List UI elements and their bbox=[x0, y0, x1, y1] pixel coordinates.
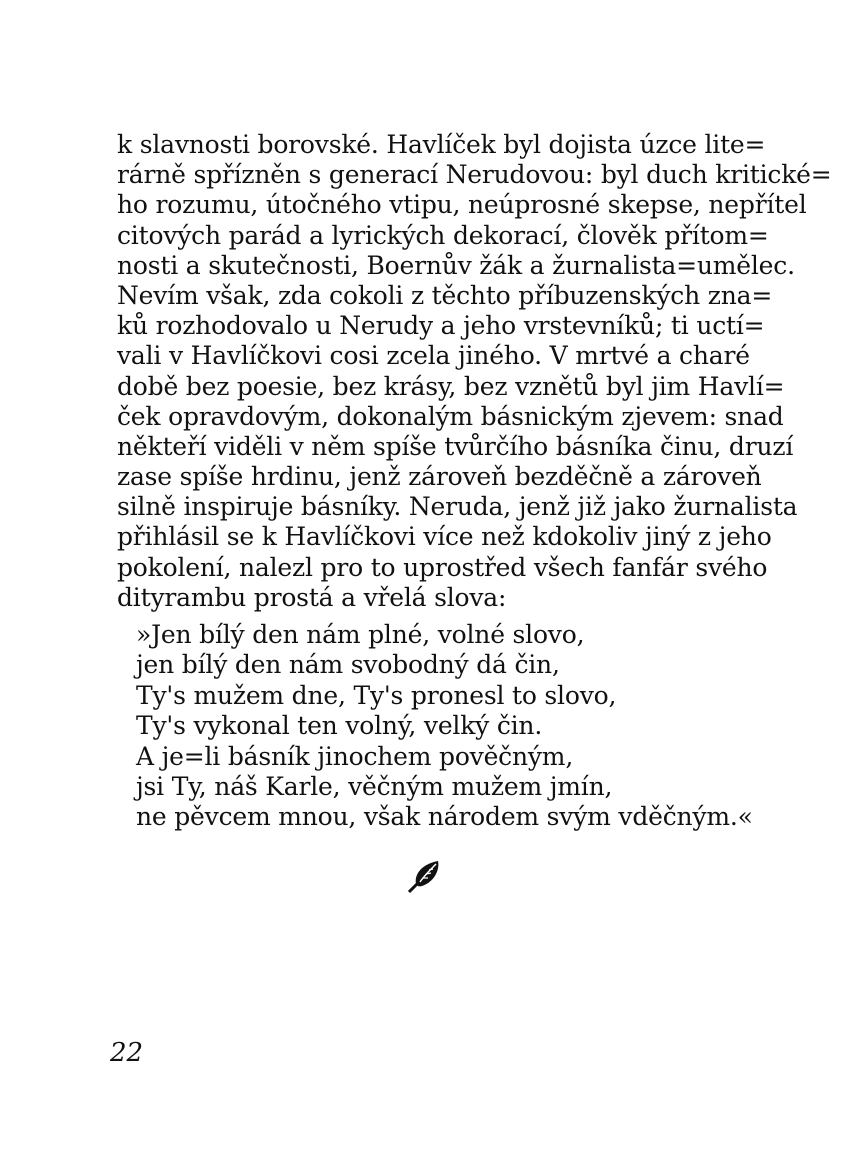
poem-line: jsi Ty, náš Karle, věčným mužem jmín, bbox=[136, 771, 613, 801]
poem-line: Ty's mužem dne, Ty's pronesl to slovo, bbox=[136, 680, 617, 710]
body-paragraph bbox=[117, 130, 832, 613]
paragraph-line: rárně spřízněn s generací Nerudovou: byl duch kritické= bbox=[117, 160, 832, 190]
paragraph-line: době bez poesie, bez krásy, bez vznětů byl jim Havlí= bbox=[117, 371, 785, 401]
poem-line: ne pěvcem mnou, však národem svým vděčným.« bbox=[136, 802, 753, 832]
poem-line: »Jen bílý den nám plné, volné slovo, bbox=[136, 620, 585, 649]
paragraph-line: dityrambu prostá a vřelá slova: bbox=[117, 582, 507, 612]
paragraph-line: zase spíše hrdinu, jenž zároveň bezděčně a zároveň bbox=[117, 462, 762, 492]
paragraph-line: vali v Havlíčkovi cosi zcela jiného. V mrtvé a charé bbox=[117, 341, 750, 371]
poem-line: A je=li básník jinochem pověčným, bbox=[136, 741, 574, 771]
paragraph-line: přihlásil se k Havlíčkovi více než kdokoliv jiný z jeho bbox=[117, 522, 772, 552]
paragraph-line: ček opravdovým, dokonalým básnickým zjevem: snad bbox=[117, 401, 784, 431]
paragraph-line: Nevím však, zda cokoli z těchto příbuzenských zna= bbox=[117, 280, 773, 310]
poem-line: Ty's vykonal ten volný, velký čin. bbox=[136, 711, 543, 741]
fleuron-leaf-icon bbox=[406, 856, 446, 896]
page-number: 22 bbox=[110, 1038, 144, 1068]
paragraph-line: nosti a skutečnosti, Boernův žák a žurnalista=umělec. bbox=[117, 250, 795, 280]
paragraph-line: ků rozhodovalo u Nerudy a jeho vrstevníků; ti uctí= bbox=[117, 311, 765, 341]
poem-quote bbox=[136, 620, 753, 833]
paragraph-line: k slavnosti borovské. Havlíček byl dojista úzce lite= bbox=[117, 130, 766, 159]
poem-line: jen bílý den nám svobodný dá čin, bbox=[136, 650, 560, 680]
paragraph-line: silně inspiruje básníky. Neruda, jenž již jako žurnalista bbox=[117, 492, 798, 522]
paragraph-line: pokolení, nalezl pro to uprostřed všech fanfár svého bbox=[117, 552, 768, 582]
paragraph-line: citových parád a lyrických dekorací, člověk přítom= bbox=[117, 220, 769, 250]
paragraph-line: někteří viděli v něm spíše tvůrčího básníka činu, druzí bbox=[117, 431, 794, 461]
paragraph-line: ho rozumu, útočného vtipu, neúprosné skepse, nepřítel bbox=[117, 190, 807, 220]
